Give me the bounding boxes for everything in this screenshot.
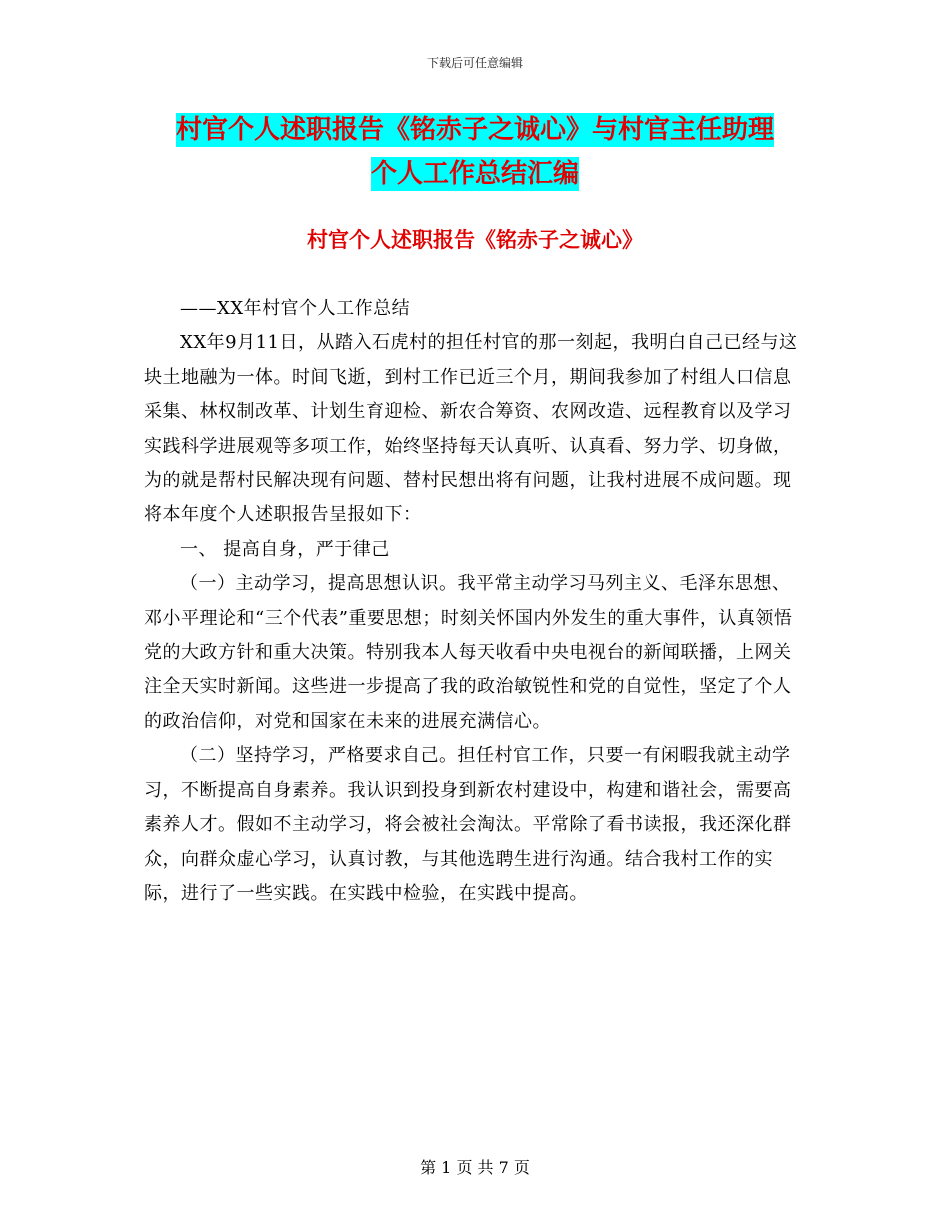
section-heading: 一、 提高自身，严于律己 <box>180 538 390 560</box>
page-number: 第 1 页 共 7 页 <box>420 1158 530 1177</box>
header-note: 下载后可任意编辑 <box>426 56 523 70</box>
body-text <box>144 292 804 911</box>
paragraph: （二）坚持学习，严格要求自己。担任村官工作，只要一有闲暇我就主动学习，不断提高自身素养。我认识到投身到新农村建设中，构建和谐社会，需要高素养人才。假如不主动学习，将会被社会淘汰。平常除了看书读报，我还深化群众，向群众虚心学习，认真讨教，与其他选聘生进行沟通。结合我村工作的实际，进行了一些实践。在实践中检验，在实践中提高。 <box>144 745 792 904</box>
paragraph: XX年9月11日，从踏入石虎村的担任村官的那一刻起，我明白自己已经与这块土地融为一体。时间飞逝，到村工作已近三个月，期间我参加了村组人口信息采集、林权制改革、计划生育迎检、新农合筹资、农网改造、远程教育以及学习实践科学进展观等多项工作，始终坚持每天认真听、认真看、努力学、切身做，为的就是帮村民解决现有问题、替村民想出将有问题，让我村进展不成问题。现将本年度个人述职报告呈报如下： <box>144 332 798 526</box>
paragraph: （一）主动学习，提高思想认识。我平常主动学习马列主义、毛泽东思想、邓小平理论和“三个代表”重要思想；时刻关怀国内外发生的重大事件，认真领悟党的大政方针和重大决策。特别我本人每天收看中央电视台的新闻联播，上网关注全天实时新闻。这些进一步提高了我的政治敏锐性和党的自觉性，坚定了个人的政治信仰，对党和国家在未来的进展充满信心。 <box>144 573 793 732</box>
title-line-2: 个人工作总结汇编 <box>370 159 579 189</box>
title-line-1: 村官个人述职报告《铭赤子之诚心》与村官主任助理 <box>175 115 774 145</box>
document-title <box>120 108 830 196</box>
section-title: 村官个人述职报告《铭赤子之诚心》 <box>307 227 643 252</box>
paragraph-subtitle: ——XX年村官个人工作总结 <box>180 298 411 319</box>
